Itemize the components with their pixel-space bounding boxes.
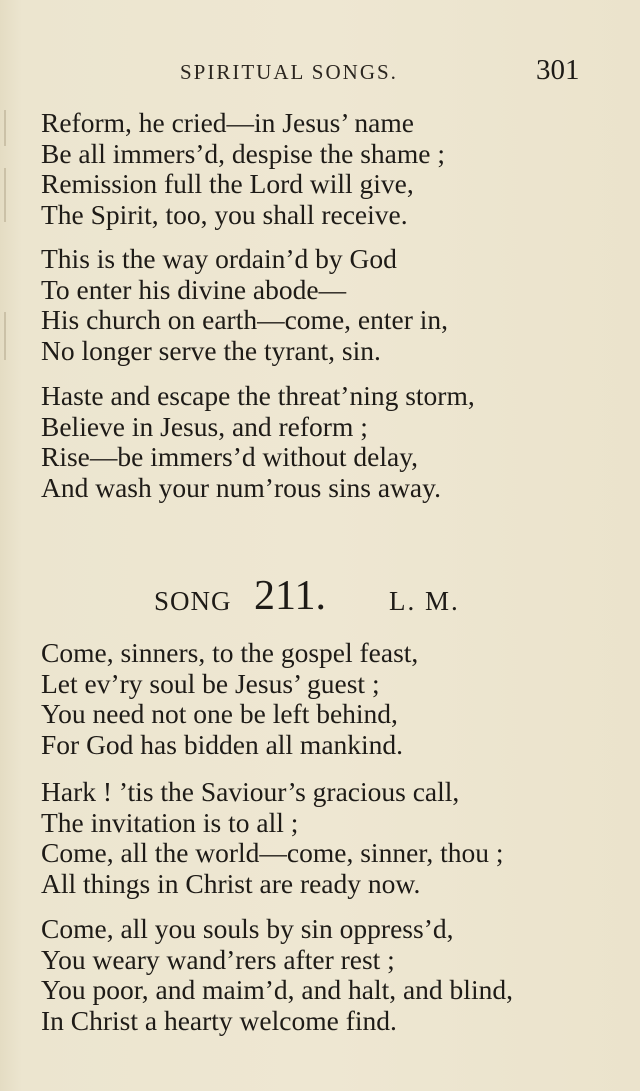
verse-line: To enter his divine abode— [41, 273, 347, 305]
song-label: SONG [154, 586, 232, 616]
gutter-shadow [4, 168, 6, 222]
verse-line: The Spirit, too, you shall receive. [41, 198, 408, 230]
verse-line: You weary wand’rers after rest ; [41, 943, 395, 975]
verse-line: Come, all the world—come, sinner, thou ; [41, 837, 504, 868]
verse-line: Believe in Jesus, and reform ; [41, 410, 368, 442]
song-number: 211. [254, 573, 326, 619]
stanza [41, 108, 621, 230]
verse-line: Remission full the Lord will give, [41, 168, 414, 199]
verse-line: Be all immers’d, despise the shame ; [41, 137, 446, 169]
stanza [41, 638, 621, 760]
stanza [41, 914, 621, 1036]
song-heading [0, 572, 640, 622]
verse-line: You need not one be left behind, [41, 698, 398, 729]
verse-line: Haste and escape the threat’ning storm, [41, 380, 475, 411]
stanza [41, 777, 621, 899]
verse-line: And wash your num’rous sins away. [41, 471, 441, 503]
verse-line: This is the way ordain’d by God [41, 243, 397, 274]
verse-line: Come, sinners, to the gospel feast, [41, 637, 419, 668]
verse-line: Rise—be immers’d without delay, [41, 441, 419, 472]
song-meter: L. M. [389, 586, 460, 616]
stanza [41, 244, 621, 366]
running-head [0, 54, 640, 88]
verse-line: All things in Christ are ready now. [41, 867, 421, 899]
gutter-shadow [4, 110, 6, 146]
verse-line: Let ev’ry soul be Jesus’ guest ; [41, 667, 380, 699]
verse-line: The invitation is to all ; [41, 806, 299, 838]
verse-line: You poor, and maim’d, and halt, and blind, [41, 974, 513, 1005]
verse-line: For God has bidden all mankind. [41, 728, 404, 760]
verse-line: No longer serve the tyrant, sin. [41, 334, 381, 366]
stanza [41, 381, 621, 503]
verse-line: Hark ! ’tis the Saviour’s gracious call, [41, 776, 460, 807]
verse-line: His church on earth—come, enter in, [41, 304, 449, 335]
page-number: 301 [536, 54, 580, 86]
verse-line: Reform, he cried—in Jesus’ name [41, 107, 414, 138]
verse-line: Come, all you souls by sin oppress’d, [41, 913, 454, 944]
running-title: SPIRITUAL SONGS. [180, 60, 398, 84]
gutter-shadow [4, 312, 6, 360]
verse-line: In Christ a hearty welcome find. [41, 1004, 397, 1036]
